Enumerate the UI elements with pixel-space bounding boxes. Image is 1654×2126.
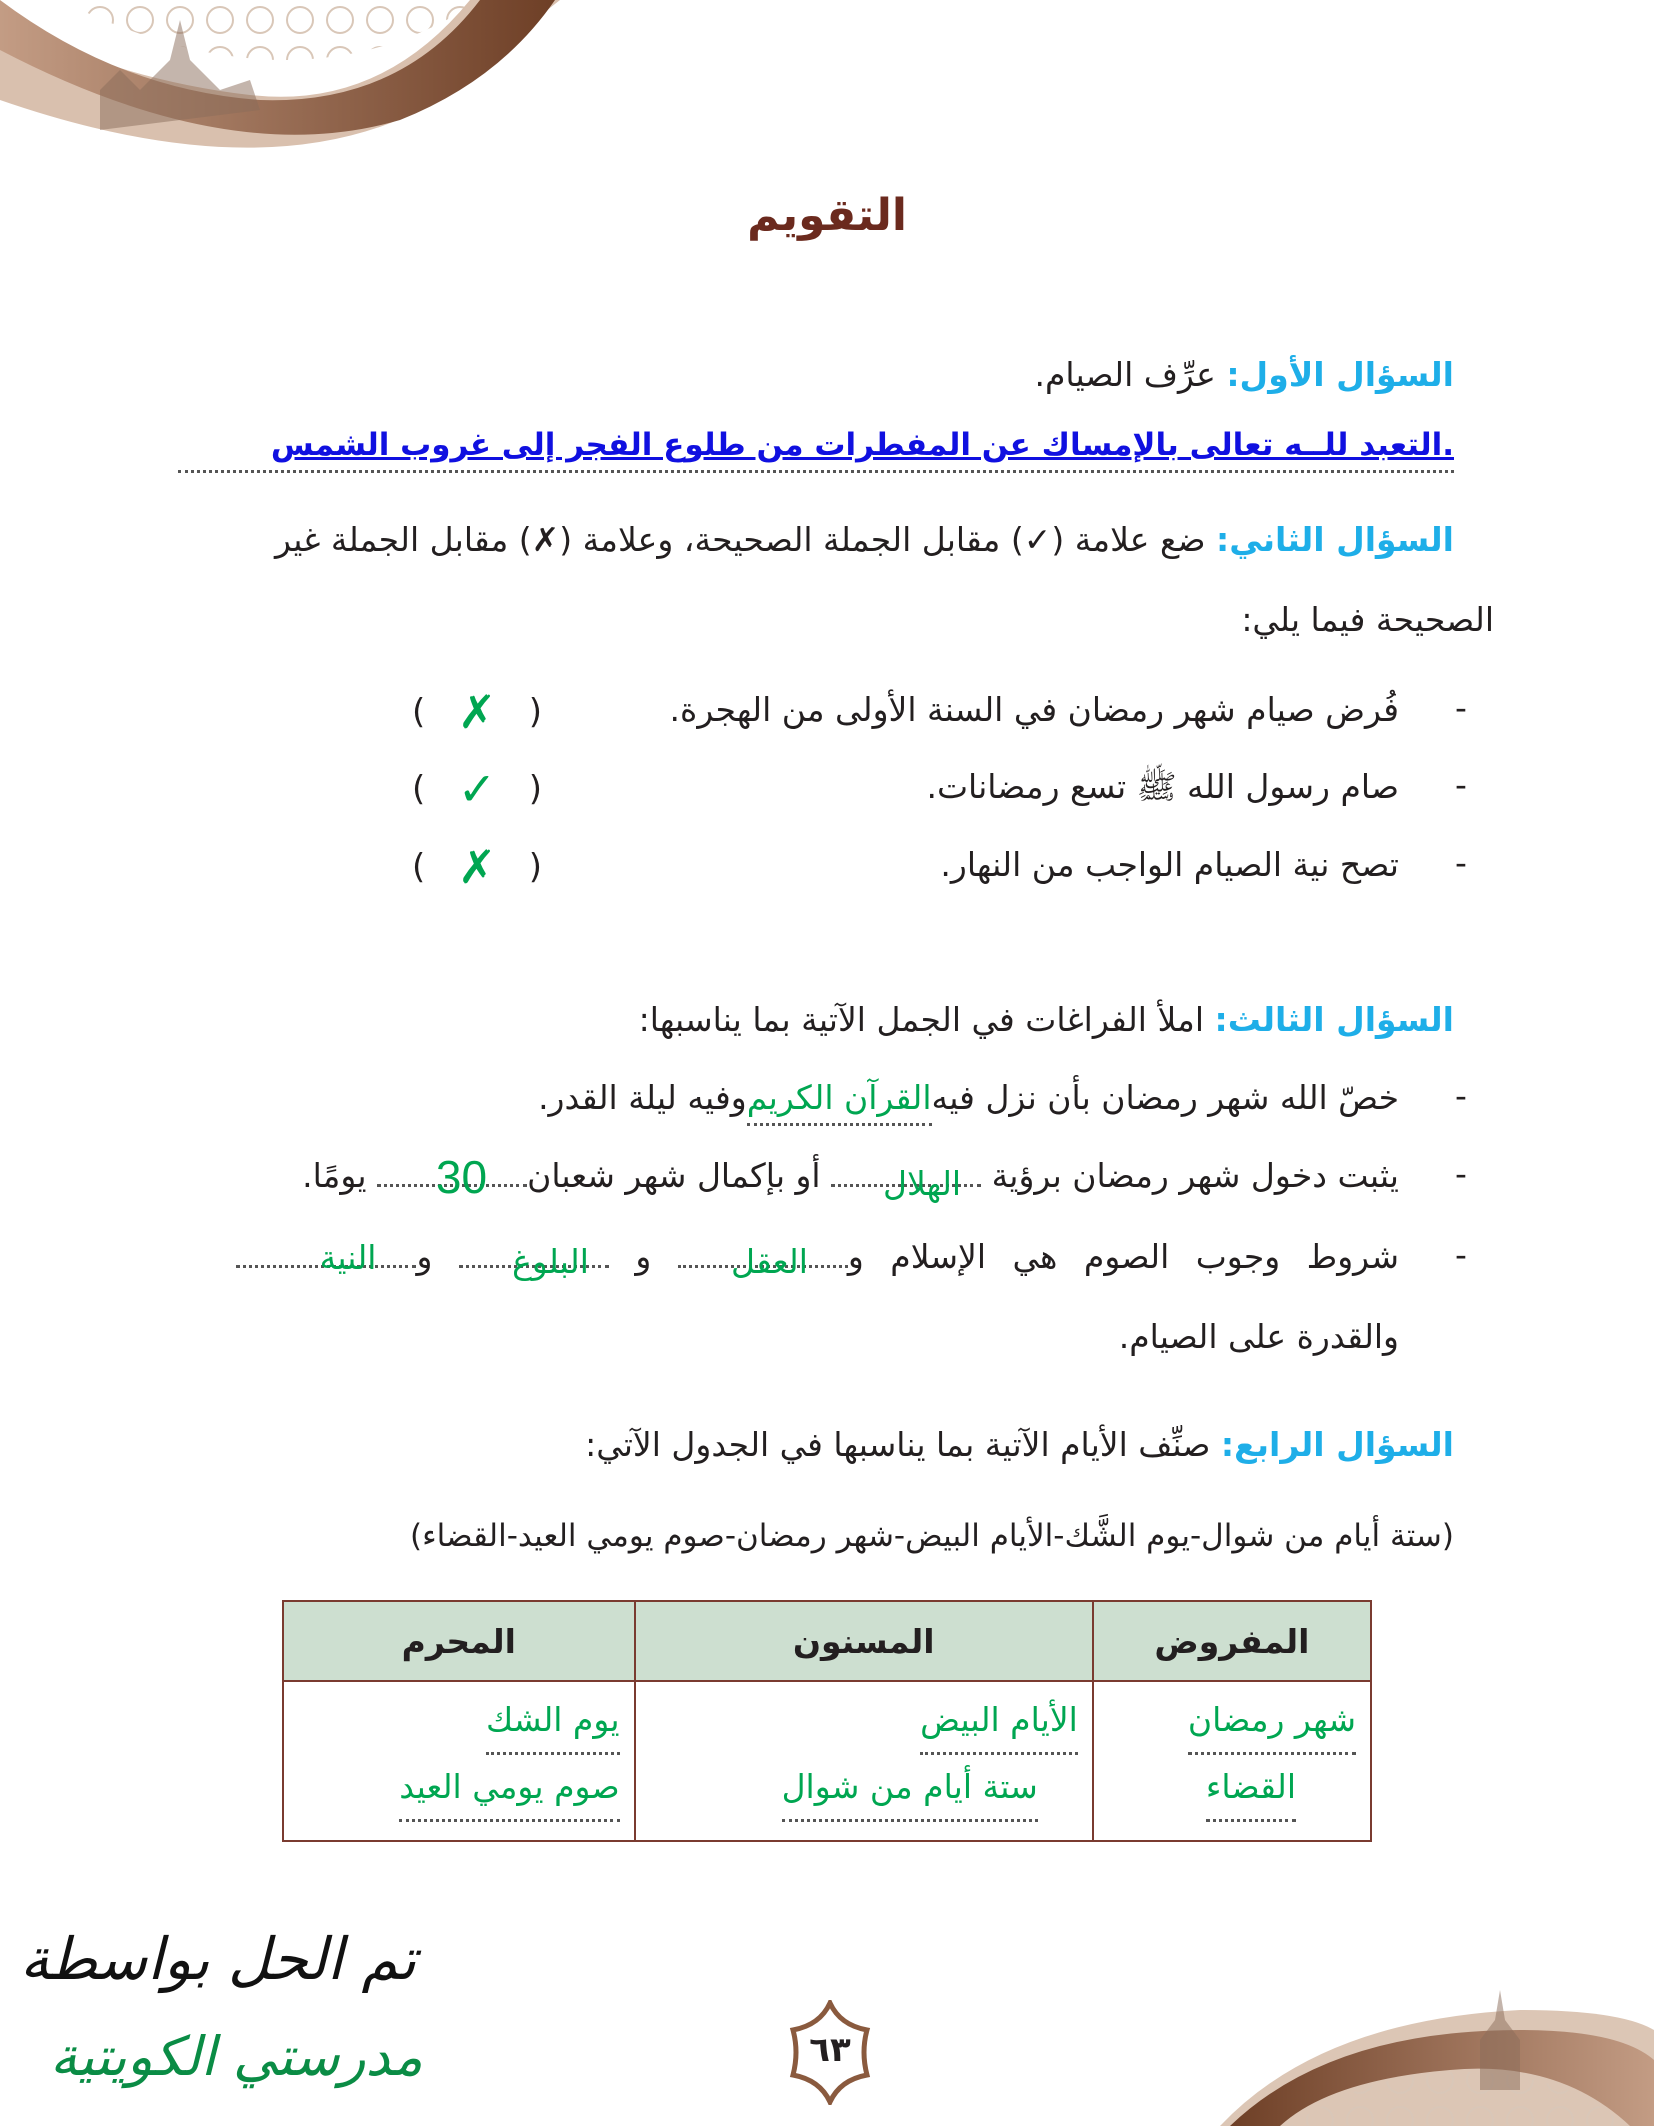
x-mark-icon: ✗	[457, 685, 497, 739]
q1-answer: .التعبد للــه تعالى بالإمساك عن المفطرات من طلوع الفجر إلى غروب الشمس	[178, 420, 1454, 473]
sentence-text: أو بإكمال شهر شعبان	[527, 1156, 821, 1195]
cell-item: يوم الشك	[486, 1688, 620, 1755]
bullet-dash: -	[1455, 1076, 1467, 1115]
answer-aql: العقل	[731, 1242, 808, 1281]
cell-fard	[1093, 1681, 1371, 1841]
answer-30: 30	[435, 1151, 488, 1203]
q2-answer-box-1: ( ✗ )	[412, 685, 542, 739]
header-fard: المفروض	[1093, 1601, 1371, 1681]
q2-item-2: صام رسول الله ﷺ تسع رمضانات.	[926, 767, 1399, 806]
cell-item: القضاء	[1206, 1755, 1296, 1822]
q2-text2: الصحيحة فيما يلي:	[1241, 600, 1494, 639]
cell-masnoon	[635, 1681, 1093, 1841]
sentence-text: و	[416, 1237, 433, 1276]
check-mark-icon: ✓	[457, 762, 497, 816]
sentence-text: خصّ الله شهر رمضان بأن نزل فيه	[931, 1078, 1399, 1117]
q4-text: صنِّف الأيام الآتية بما يناسبها في الجدول الآتي:	[585, 1425, 1211, 1464]
cell-item: الأيام البيض	[920, 1688, 1078, 1755]
cell-item: شهر رمضان	[1188, 1688, 1356, 1755]
signature-solved-by: تم الحل بواسطة	[20, 1925, 417, 1993]
x-mark-icon: ✗	[457, 840, 497, 894]
answer-bulugh: البلوغ	[512, 1242, 589, 1281]
q3-text: املأ الفراغات في الجمل الآتية بما يناسبها:	[638, 1000, 1204, 1039]
q3-sentence-3-cont: والقدرة على الصيام.	[1118, 1317, 1399, 1356]
q4-days-list: (ستة أيام من شوال-يوم الشَّك-الأيام البيض-شهر رمضان-صوم يومي العيد-القضاء)	[409, 1518, 1454, 1554]
classification-table	[282, 1600, 1372, 1842]
q2-answer-box-2: ( ✓ )	[412, 762, 542, 816]
header-masnoon: المسنون	[635, 1601, 1093, 1681]
q3-sentence-3	[158, 1232, 1399, 1282]
page-number-badge	[785, 2000, 875, 2105]
q4-label: السؤال الرابع:	[1220, 1425, 1454, 1464]
bullet-dash: -	[1455, 843, 1467, 882]
answer-niyya: النية	[319, 1238, 377, 1277]
bullet-dash: -	[1455, 765, 1467, 804]
table-row	[283, 1681, 1371, 1841]
answer-quran: القرآن الكريم	[747, 1073, 932, 1126]
q3-sentence-2	[302, 1151, 1399, 1201]
table-header-row	[283, 1601, 1371, 1681]
bottom-right-ornament	[1220, 1980, 1654, 2126]
sentence-text: وفيه ليلة القدر.	[538, 1078, 747, 1117]
cell-muharram	[283, 1681, 635, 1841]
page-title: التقويم	[747, 190, 907, 241]
q2-text: ضع علامة (✓) مقابل الجملة الصحيحة، وعلامة (✗) مقابل الجملة غير	[275, 520, 1206, 559]
cell-item: ستة أيام من شوال	[782, 1755, 1038, 1822]
bullet-dash: -	[1455, 1154, 1467, 1193]
q1-line	[1034, 350, 1454, 400]
q3-label: السؤال الثالث:	[1214, 1000, 1454, 1039]
q1-text: عرِّف الصيام.	[1034, 355, 1216, 394]
q3-sentence-1	[538, 1073, 1399, 1126]
answer-hilal: الهلال	[883, 1164, 962, 1203]
top-left-ornament	[0, 0, 600, 170]
bullet-dash: -	[1455, 1235, 1467, 1274]
header-muharram: المحرم	[283, 1601, 635, 1681]
q2-line	[275, 515, 1454, 565]
q3-line	[639, 995, 1454, 1045]
q2-item-3: تصح نية الصيام الواجب من النهار.	[940, 845, 1399, 884]
sentence-text: يثبت دخول شهر رمضان برؤية	[991, 1156, 1399, 1195]
sentence-text: شروط وجوب الصوم هي الإسلام و	[847, 1237, 1399, 1276]
signature-school-name: مدرستي الكويتية	[50, 2025, 423, 2088]
sentence-text: و	[635, 1237, 652, 1276]
cell-item: صوم يومي العيد	[399, 1755, 619, 1822]
bullet-dash: -	[1455, 688, 1467, 727]
q2-answer-box-3: ( ✗ )	[412, 840, 542, 894]
page-number: ٦٣	[809, 2030, 851, 2070]
q2-item-1: فُرض صيام شهر رمضان في السنة الأولى من الهجرة.	[669, 690, 1399, 729]
q4-line	[585, 1420, 1454, 1470]
q1-label: السؤال الأول:	[1226, 355, 1454, 394]
sentence-text: يومًا.	[302, 1156, 367, 1195]
q2-label: السؤال الثاني:	[1216, 520, 1454, 559]
